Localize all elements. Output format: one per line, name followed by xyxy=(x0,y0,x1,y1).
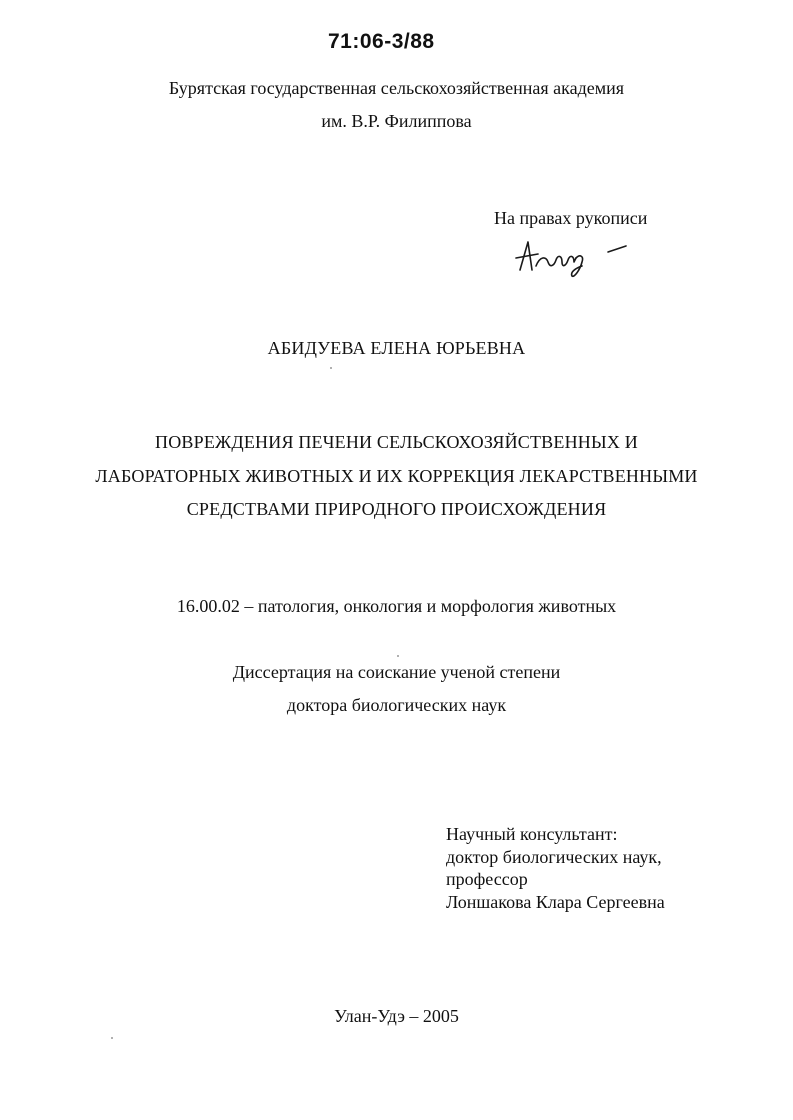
dissertation-title-line: ЛАБОРАТОРНЫХ ЖИВОТНЫХ И ИХ КОРРЕКЦИЯ ЛЕКАРСТВЕННЫМИ xyxy=(95,466,698,486)
city-year: Улан-Удэ – 2005 xyxy=(334,1006,459,1026)
scan-speck xyxy=(330,367,332,369)
archive-code: 71:06-3/88 xyxy=(328,30,435,53)
author-name: АБИДУЕВА ЕЛЕНА ЮРЬЕВНА xyxy=(267,338,526,358)
manuscript-rights-note: На правах рукописи xyxy=(494,208,648,228)
scan-speck xyxy=(111,1037,113,1039)
handwritten-signature xyxy=(512,232,632,282)
specialty-code: 16.00.02 – патология, онкология и морфология животных xyxy=(176,596,617,616)
dissertation-title-line: СРЕДСТВАМИ ПРИРОДНОГО ПРОИСХОЖДЕНИЯ xyxy=(186,499,607,519)
scientific-consultant xyxy=(446,823,665,913)
degree-statement: Диссертация на соискание ученой степени xyxy=(232,662,561,682)
consultant-degree: доктор биологических наук, xyxy=(446,846,662,867)
consultant-name: Лоншакова Клара Сергеевна xyxy=(446,891,665,912)
consultant-rank: профессор xyxy=(446,869,528,889)
dissertation-title-line: ПОВРЕЖДЕНИЯ ПЕЧЕНИ СЕЛЬСКОХОЗЯЙСТВЕННЫХ И xyxy=(155,432,638,452)
institution-honorific: им. В.Р. Филиппова xyxy=(321,111,472,131)
consultant-label: Научный консультант: xyxy=(446,824,618,844)
degree-field: доктора биологических наук xyxy=(286,695,507,715)
institution-name: Бурятская государственная сельскохозяйственная академия xyxy=(168,78,625,98)
scan-speck xyxy=(397,655,399,657)
